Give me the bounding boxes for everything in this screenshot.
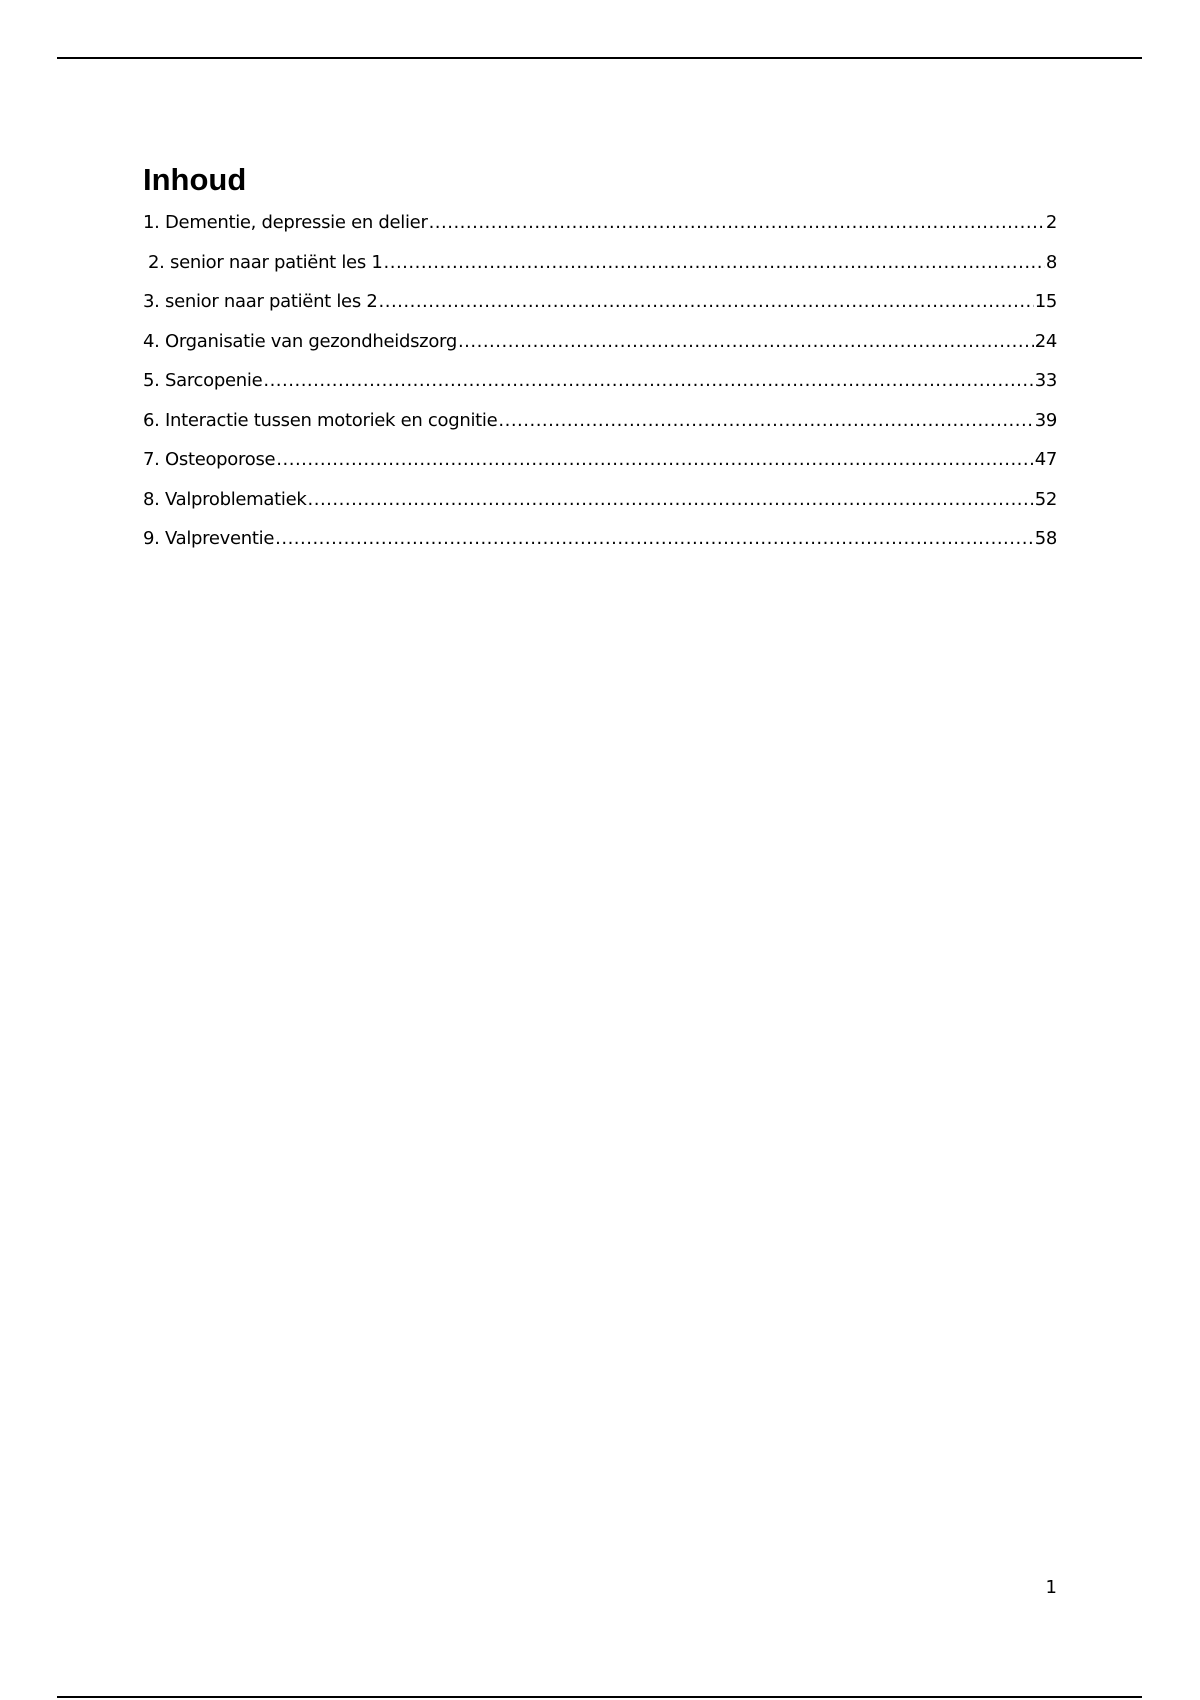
toc-entry-label: 6. Interactie tussen motoriek en cognitie [143, 409, 498, 431]
toc-entry-1[interactable] [143, 212, 1057, 252]
toc-entry-page: 15 [1034, 291, 1057, 312]
toc-entry-label: 8. Valproblematiek [143, 488, 307, 510]
toc-entry-6[interactable] [143, 410, 1057, 450]
toc-entry-5[interactable] [143, 370, 1057, 410]
header-rule [57, 57, 1142, 59]
toc-entry-3[interactable] [143, 291, 1057, 331]
toc-entry-page: 58 [1034, 528, 1057, 549]
toc-entry-page: 8 [1045, 251, 1057, 273]
toc-entry-label: 7. Osteoporose [143, 449, 276, 470]
toc-list [143, 212, 1057, 568]
toc-dot-leader [498, 410, 1033, 431]
toc-title: Inhoud [143, 162, 247, 197]
page-number: 1 [1045, 1577, 1057, 1598]
toc-entry-page: 39 [1034, 409, 1057, 431]
toc-entry-page: 52 [1034, 488, 1057, 510]
toc-entry-label: 3. senior naar patiënt les 2 [143, 291, 378, 312]
toc-entry-page: 24 [1034, 330, 1057, 352]
toc-entry-page: 33 [1034, 370, 1057, 391]
toc-entry-7[interactable] [143, 449, 1057, 489]
toc-dot-leader [275, 528, 1034, 549]
toc-entry-2[interactable] [143, 252, 1057, 292]
toc-dot-leader [458, 331, 1034, 352]
toc-entry-page: 2 [1045, 212, 1057, 233]
toc-entry-label: 4. Organisatie van gezondheidszorg [143, 330, 457, 352]
toc-dot-leader [429, 212, 1045, 233]
toc-entry-9[interactable] [143, 528, 1057, 568]
toc-entry-label: 5. Sarcopenie [143, 370, 263, 391]
toc-dot-leader [276, 449, 1033, 470]
footer-rule [57, 1696, 1142, 1698]
toc-entry-4[interactable] [143, 331, 1057, 371]
toc-dot-leader [384, 252, 1045, 273]
toc-entry-label: 1. Dementie, depressie en delier [143, 212, 428, 233]
toc-entry-label: 9. Valpreventie [143, 528, 275, 549]
toc-entry-8[interactable] [143, 489, 1057, 529]
toc-dot-leader [379, 291, 1034, 312]
table-of-contents [143, 160, 1057, 568]
toc-entry-page: 47 [1034, 449, 1057, 470]
toc-dot-leader [308, 489, 1034, 510]
toc-entry-label: 2. senior naar patiënt les 1 [148, 251, 383, 273]
toc-dot-leader [263, 370, 1033, 391]
